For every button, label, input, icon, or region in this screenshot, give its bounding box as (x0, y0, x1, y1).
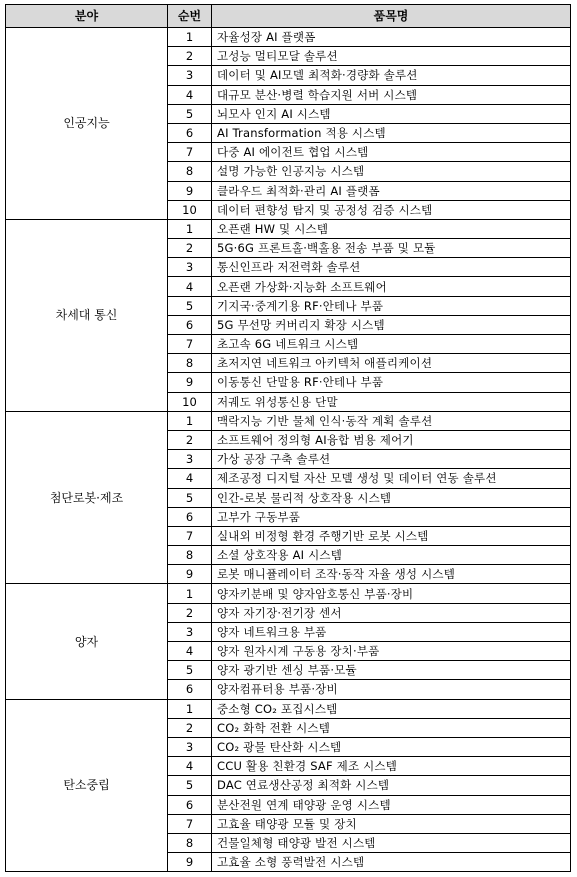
item-name: 초고속 6G 네트워크 시스템 (212, 335, 571, 354)
item-number: 2 (168, 430, 212, 449)
item-name: 자율성장 AI 플랫폼 (212, 28, 571, 47)
item-number: 3 (168, 258, 212, 277)
item-number: 1 (168, 28, 212, 47)
item-name: 저궤도 위성통신용 단말 (212, 392, 571, 411)
table-row (6, 28, 571, 47)
item-number: 2 (168, 718, 212, 737)
item-name: 실내외 비정형 환경 주행기반 로봇 시스템 (212, 526, 571, 545)
item-name: 인간-로봇 물리적 상호작용 시스템 (212, 488, 571, 507)
item-name: 고효율 태양광 모듈 및 장치 (212, 814, 571, 833)
item-name: 이동통신 단말용 RF·안테나 부품 (212, 373, 571, 392)
item-name: 로봇 매니퓰레이터 조작·동작 자율 생성 시스템 (212, 565, 571, 584)
item-name: 양자키분배 및 양자암호통신 부품·장비 (212, 584, 571, 603)
item-number: 2 (168, 239, 212, 258)
item-number: 5 (168, 488, 212, 507)
item-name: 통신인프라 저전력화 솔루션 (212, 258, 571, 277)
item-number: 4 (168, 757, 212, 776)
item-number: 6 (168, 315, 212, 334)
item-number: 3 (168, 66, 212, 85)
item-number: 9 (168, 373, 212, 392)
item-number: 6 (168, 123, 212, 142)
item-number: 5 (168, 661, 212, 680)
item-name: 양자 네트워크용 부품 (212, 622, 571, 641)
header-item-name: 품목명 (212, 5, 571, 28)
item-name: 가상 공장 구축 솔루션 (212, 450, 571, 469)
category-cell: 탄소중립 (6, 699, 168, 872)
item-name: 맥락지능 기반 물체 인식·동작 계획 솔루션 (212, 411, 571, 430)
category-cell: 양자 (6, 584, 168, 699)
item-name: 건물일체형 태양광 발전 시스템 (212, 833, 571, 852)
item-number: 9 (168, 565, 212, 584)
item-number: 1 (168, 584, 212, 603)
item-name: 설명 가능한 인공지능 시스템 (212, 162, 571, 181)
item-number: 5 (168, 296, 212, 315)
item-number: 7 (168, 814, 212, 833)
item-name: 양자 원자시계 구동용 장치·부품 (212, 642, 571, 661)
item-name: 데이터 편향성 탐지 및 공정성 검증 시스템 (212, 200, 571, 219)
item-name: 다중 AI 에이전트 협업 시스템 (212, 143, 571, 162)
item-number: 6 (168, 680, 212, 699)
item-number: 1 (168, 411, 212, 430)
item-number: 5 (168, 104, 212, 123)
item-number: 4 (168, 642, 212, 661)
item-name: 오픈랜 가상화·지능화 소프트웨어 (212, 277, 571, 296)
item-name: 기지국·중계기용 RF·안테나 부품 (212, 296, 571, 315)
header-row (6, 5, 571, 28)
item-name: 클라우드 최적화·관리 AI 플랫폼 (212, 181, 571, 200)
item-name: 5G 무선망 커버리지 확장 시스템 (212, 315, 571, 334)
category-cell: 첨단로봇·제조 (6, 411, 168, 584)
item-name: 양자 광기반 센싱 부품·모듈 (212, 661, 571, 680)
category-cell: 차세대 통신 (6, 219, 168, 411)
item-number: 2 (168, 47, 212, 66)
item-name: 고효율 소형 풍력발전 시스템 (212, 853, 571, 872)
item-name: 중소형 CO₂ 포집시스템 (212, 699, 571, 718)
item-name: 소셜 상호작용 AI 시스템 (212, 546, 571, 565)
item-number: 8 (168, 162, 212, 181)
item-number: 8 (168, 833, 212, 852)
item-number: 7 (168, 143, 212, 162)
category-cell: 인공지능 (6, 28, 168, 220)
item-number: 3 (168, 622, 212, 641)
item-name: 5G·6G 프론트홀·백홀용 전송 부품 및 모듈 (212, 239, 571, 258)
item-number: 4 (168, 85, 212, 104)
item-number: 3 (168, 737, 212, 756)
item-name: 양자컴퓨터용 부품·장비 (212, 680, 571, 699)
table-row (6, 411, 571, 430)
item-number: 9 (168, 181, 212, 200)
item-name: 뇌모사 인지 AI 시스템 (212, 104, 571, 123)
item-name: 오픈랜 HW 및 시스템 (212, 219, 571, 238)
item-name: 데이터 및 AI모델 최적화·경량화 솔루션 (212, 66, 571, 85)
item-name: CO₂ 화학 전환 시스템 (212, 718, 571, 737)
item-number: 8 (168, 354, 212, 373)
item-number: 7 (168, 526, 212, 545)
item-number: 8 (168, 546, 212, 565)
page-container (5, 4, 570, 872)
item-name: CCU 활용 친환경 SAF 제조 시스템 (212, 757, 571, 776)
item-name: 고성능 멀티모달 솔루션 (212, 47, 571, 66)
item-table (5, 4, 571, 872)
header-field: 분야 (6, 5, 168, 28)
item-number: 2 (168, 603, 212, 622)
item-number: 1 (168, 219, 212, 238)
item-name: DAC 연료생산공정 최적화 시스템 (212, 776, 571, 795)
item-number: 10 (168, 392, 212, 411)
item-number: 5 (168, 776, 212, 795)
table-row (6, 584, 571, 603)
table-body (6, 28, 571, 872)
item-name: 고부가 구동부품 (212, 507, 571, 526)
item-name: 제조공정 디지털 자산 모델 생성 및 데이터 연동 솔루션 (212, 469, 571, 488)
item-name: 양자 자기장·전기장 센서 (212, 603, 571, 622)
item-name: 소프트웨어 정의형 AI융합 범용 제어기 (212, 430, 571, 449)
item-number: 10 (168, 200, 212, 219)
item-name: 대규모 분산·병렬 학습지원 서버 시스템 (212, 85, 571, 104)
item-number: 3 (168, 450, 212, 469)
item-number: 6 (168, 795, 212, 814)
table-row (6, 219, 571, 238)
header-number: 순번 (168, 5, 212, 28)
item-name: 초저지연 네트워크 아키텍처 애플리케이션 (212, 354, 571, 373)
item-number: 7 (168, 335, 212, 354)
item-name: 분산전원 연계 태양광 운영 시스템 (212, 795, 571, 814)
item-name: CO₂ 광물 탄산화 시스템 (212, 737, 571, 756)
item-number: 1 (168, 699, 212, 718)
item-name: AI Transformation 적용 시스템 (212, 123, 571, 142)
item-number: 4 (168, 469, 212, 488)
item-number: 9 (168, 853, 212, 872)
item-number: 6 (168, 507, 212, 526)
table-row (6, 699, 571, 718)
item-number: 4 (168, 277, 212, 296)
